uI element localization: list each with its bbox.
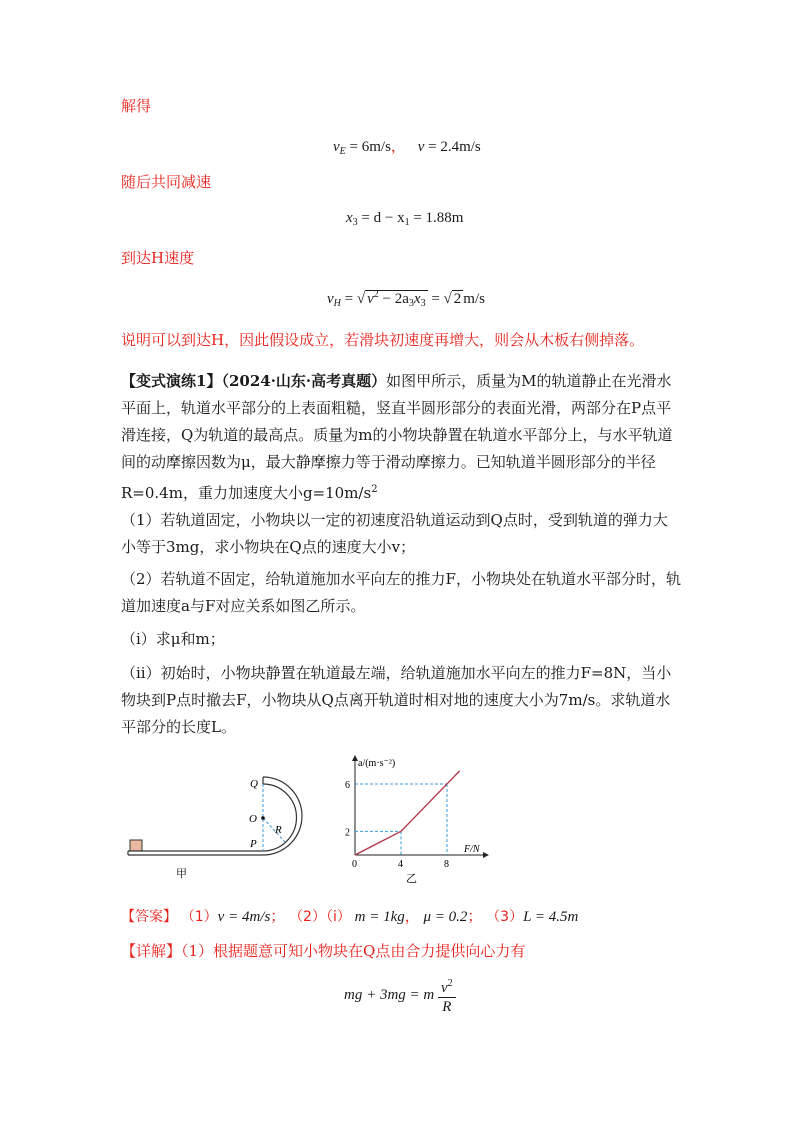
centripetal-equation: mg + 3mg = m $\frac{v^2}{R}$ [344, 975, 456, 1016]
block-shape [130, 840, 142, 851]
conclusion-text: 说明可以到达H，因此假设成立，若滑块初速度再增大，则会从木板右侧掉落。 [121, 331, 645, 349]
question-2: （2）若轨道不固定，给轨道施加水平向左的推力F，小物块处在轨道水平部分时，轨道加速度a与F对应关系如图乙所示。 [121, 570, 681, 615]
problem-source: （2024·山东·高考真题） [221, 372, 387, 390]
x-axis-label: F/N [464, 844, 480, 855]
y-tick-6: 6 [345, 779, 350, 791]
equation-ve-v: $v_E = 6m/s$， v = 2.4m/s [333, 139, 481, 157]
a-f-chart [336, 750, 496, 885]
detail-tag: 【详解】 [121, 942, 182, 960]
caption-yi: 乙 [406, 873, 417, 885]
x-tick-8: 8 [444, 859, 449, 870]
detail-line: 【详解】（1）根据题意可知小物块在Q点由合力提供向心力有 [121, 942, 526, 960]
y-axis-label: a/(m·s⁻²) [358, 758, 396, 769]
label-o: O [249, 813, 257, 825]
track-diagram [120, 770, 320, 880]
x-tick-0: 0 [352, 859, 357, 870]
problem-stem: 【变式演练1】（2024·山东·高考真题）如图甲所示，质量为M的轨道静止在光滑水平面上，轨道水平部分的上表面粗糙，竖直半圆形部分的表面光滑，两部分在P点平滑连接，Q为轨道的最高点。质量为m的小物块静置在轨道水平部分上，与水平轨道间的动摩擦因数为μ，最大静摩擦力等于滑动摩擦力。已知轨道半圆形部分的半径R=0.4m，重力加速度大小$g=10m/s^2$ [121, 372, 673, 502]
question-2-ii: （ii）初始时，小物块静置在轨道最左端，给轨道施加水平向左的推力F=8N，当小物块到P点时撤去F，小物块从Q点离开轨道时相对地的速度大小为7m/s。求轨道水平部分的长度L。 [121, 664, 672, 736]
decel-label: 随后共同减速 [121, 173, 212, 191]
reach-h-label: 到达H速度 [121, 249, 195, 267]
center-dot [261, 816, 265, 820]
question-2-i: （i）求μ和m； [121, 630, 225, 648]
y-tick-2: 2 [345, 827, 350, 839]
answer-tag: 【答案】 [121, 909, 177, 925]
caption-jia: 甲 [176, 868, 187, 880]
equation-x3: $x_3 = d - x_1 = 1.88m$ [346, 210, 464, 228]
x-tick-4: 4 [398, 859, 403, 870]
problem-tag: 【变式演练1】 [121, 372, 222, 390]
question-1: （1）若轨道固定，小物块以一定的初速度沿轨道运动到Q点时，受到轨道的弹力大小等于3mg，求小物块在Q点的速度大小v； [121, 511, 668, 556]
label-q: Q [250, 778, 258, 790]
label-p: P [250, 838, 257, 850]
equation-vh: $v_H$ = √ $v^2 - 2a_3x_3$ = √ 2 m/s [327, 289, 485, 309]
solve-label: 解得 [121, 97, 152, 115]
label-r: R [275, 824, 282, 836]
answer-line: 【答案】 （1）v = 4m/s； （2）（i） m = 1kg， μ = 0.2； （3）L = 4.5m [121, 909, 579, 925]
